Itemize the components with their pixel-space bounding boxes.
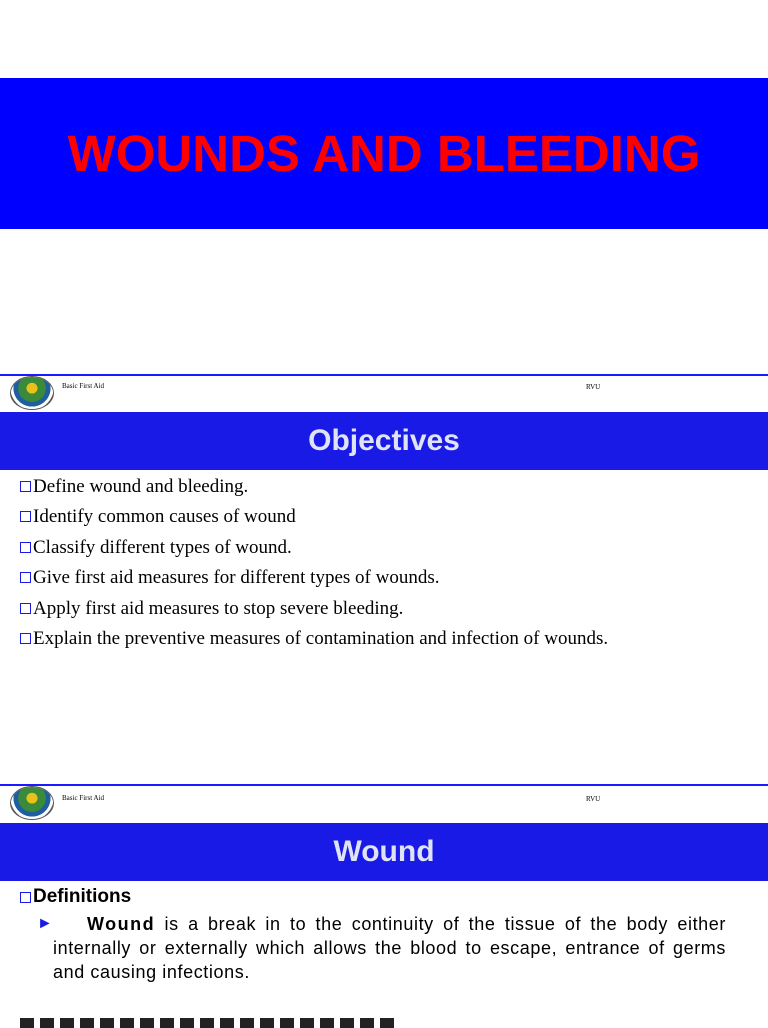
wound-term: Wound xyxy=(87,914,156,934)
definitions-heading xyxy=(20,886,131,908)
title-banner xyxy=(0,78,768,229)
university-logo-icon xyxy=(11,377,53,409)
checkbox-bullet-icon xyxy=(20,572,31,583)
list-item xyxy=(20,537,608,567)
objectives-title: Objectives xyxy=(308,424,460,457)
objective-text: Identify common causes of wound xyxy=(33,506,296,528)
wound-title: Wound xyxy=(333,835,435,868)
objectives-banner xyxy=(0,412,768,470)
header-course-name: Basic First Aid xyxy=(62,794,105,802)
header-course-name: Basic First Aid xyxy=(62,382,105,390)
checkbox-bullet-icon xyxy=(20,892,31,903)
objective-text: Classify different types of wound. xyxy=(33,536,292,558)
checkbox-bullet-icon xyxy=(20,542,31,553)
list-item xyxy=(20,598,608,628)
checkbox-bullet-icon xyxy=(20,603,31,614)
list-item xyxy=(20,628,608,658)
list-item xyxy=(20,506,608,536)
checkbox-bullet-icon xyxy=(20,633,31,644)
university-logo-icon xyxy=(11,787,53,819)
slide-divider xyxy=(0,784,768,786)
checkbox-bullet-icon xyxy=(20,481,31,492)
header-institution: RVU xyxy=(586,795,601,803)
arrow-bullet-icon: ► xyxy=(37,915,54,932)
definition-text: is a break in to the continuity of the tissue of the body either internally or externally which allows the blood to escape, entrance of germs and causing infections. xyxy=(53,914,726,982)
objective-text: Apply first aid measures to stop severe bleeding. xyxy=(33,597,404,619)
objective-text: Give first aid measures for different types of wounds. xyxy=(33,567,440,589)
slide-divider xyxy=(0,374,768,376)
objectives-list xyxy=(20,476,608,658)
definitions-label: Definitions xyxy=(33,886,132,907)
checkbox-bullet-icon xyxy=(20,511,31,522)
wound-banner xyxy=(0,823,768,881)
wound-definition xyxy=(37,912,726,984)
presentation-title: WOUNDS AND BLEEDING xyxy=(67,125,701,182)
list-item xyxy=(20,476,608,506)
header-institution: RVU xyxy=(586,383,601,391)
next-item-partial xyxy=(20,1018,400,1028)
objective-text: Explain the preventive measures of contamination and infection of wounds. xyxy=(33,627,609,649)
objective-text: Define wound and bleeding. xyxy=(33,476,249,497)
list-item xyxy=(20,567,608,597)
